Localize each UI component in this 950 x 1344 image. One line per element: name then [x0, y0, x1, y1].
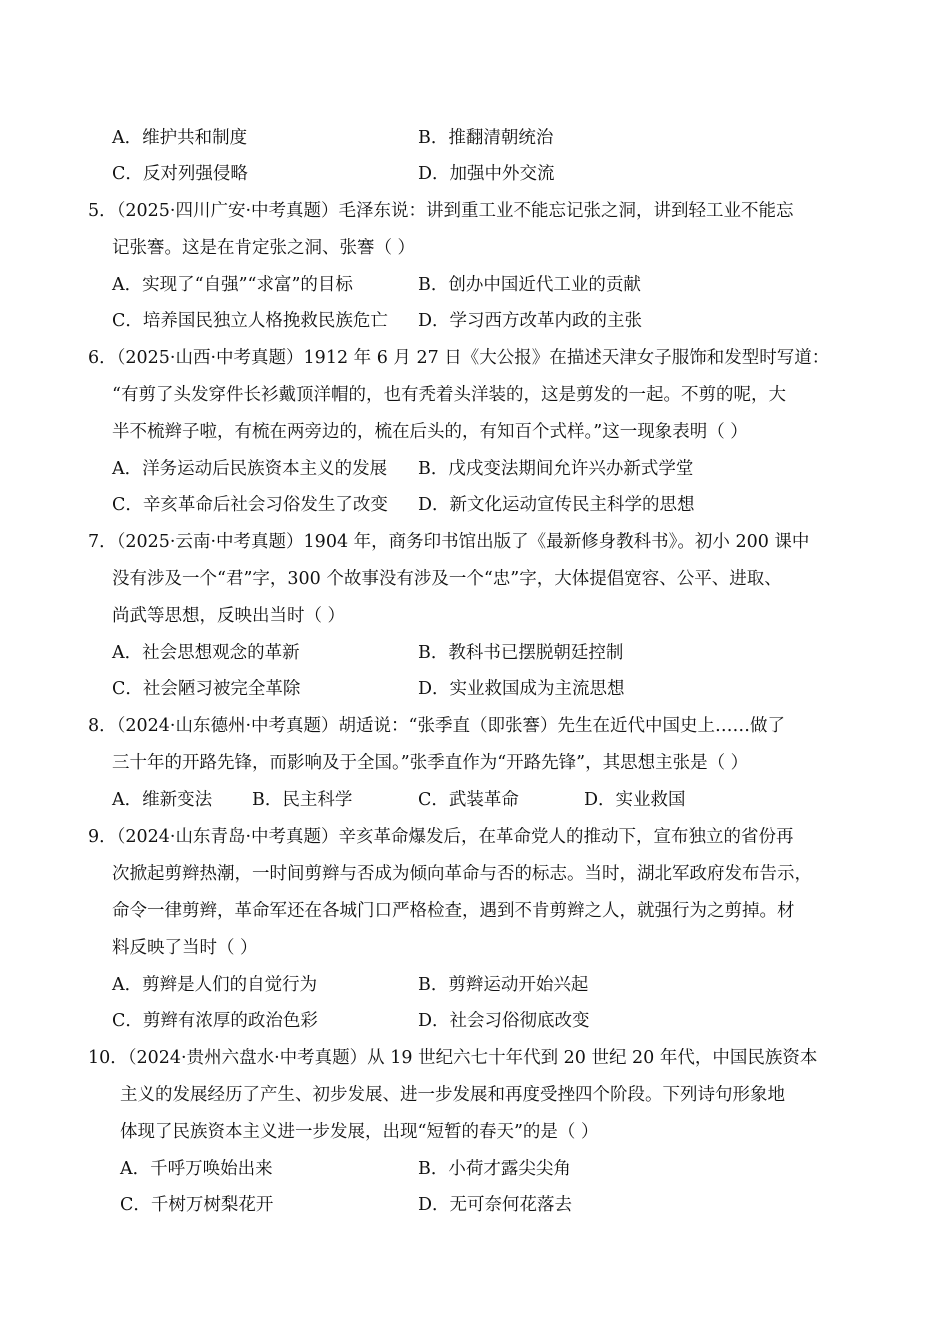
q5-option-a: A．实现了“自强”“求富”的目标 [112, 275, 353, 295]
q8-option-b: B．民主科学 [252, 790, 353, 810]
q6-option-b: B．戊戌变法期间允许兴办新式学堂 [418, 459, 694, 479]
q4-option-d: D．加强中外交流 [418, 164, 555, 184]
q4-option-a: A．维护共和制度 [112, 128, 248, 148]
q9-stem-line-3: 命令一律剪辫，革命军还在各城门口严格检查，遇到不肯剪辫之人，就强行为之剪掉。材 [112, 901, 795, 921]
q6-stem-line-2: “有剪了头发穿件长衫戴顶洋帽的，也有秃着头洋装的，这是剪发的一起。不剪的呢，大 [112, 385, 786, 405]
q5-stem-line-2: 记张謇。这是在肯定张之洞、张謇（ ） [112, 238, 416, 258]
q6-stem-line-3: 半不梳辫子啦，有梳在两旁边的，梳在后头的，有知百个式样。”这一现象表明（ ） [112, 422, 748, 442]
q4-option-c: C．反对列强侵略 [112, 164, 248, 184]
q7-option-c: C．社会陋习被完全革除 [112, 679, 301, 699]
q5-stem-line-1: 5．（2025·四川广安·中考真题）毛泽东说：讲到重工业不能忘记张之洞，讲到轻工业不能忘 [88, 201, 794, 221]
q5-option-d: D．学习西方改革内政的主张 [418, 311, 643, 331]
q10-stem-line-1: 10．（2024·贵州六盘水·中考真题）从 19 世纪六七十年代到 20 世纪 20 年代，中国民族资本 [88, 1048, 818, 1068]
q7-option-d: D．实业救国成为主流思想 [418, 679, 625, 699]
q9-stem-line-4: 料反映了当时（ ） [112, 938, 258, 958]
q9-stem-line-2: 次掀起剪辫热潮，一时间剪辫与否成为倾向革命与否的标志。当时，湖北军政府发布告示， [112, 864, 812, 884]
q10-option-c: C．千树万树梨花开 [120, 1195, 274, 1215]
q9-option-a: A．剪辫是人们的自觉行为 [112, 975, 318, 995]
q8-stem-line-1: 8．（2024·山东德州·中考真题）胡适说：“张季直（即张謇）先生在近代中国史上……做了 [88, 716, 785, 736]
q10-option-a: A．千呼万唤始出来 [120, 1159, 273, 1179]
q6-option-d: D．新文化运动宣传民主科学的思想 [418, 495, 695, 515]
q7-stem-line-1: 7．（2025·云南·中考真题）1904 年，商务印书馆出版了《最新修身教科书》。初小 200 课中 [88, 532, 810, 552]
q10-stem-line-3: 体现了民族资本主义进一步发展，出现“短暂的春天”的是（ ） [120, 1122, 599, 1142]
q9-option-b: B．剪辫运动开始兴起 [418, 975, 589, 995]
q8-option-a: A．维新变法 [112, 790, 213, 810]
q9-stem-line-1: 9．（2024·山东青岛·中考真题）辛亥革命爆发后，在革命党人的推动下，宣布独立的省份再 [88, 827, 794, 847]
q7-option-a: A．社会思想观念的革新 [112, 643, 300, 663]
q6-option-a: A．洋务运动后民族资本主义的发展 [112, 459, 388, 479]
q7-stem-line-2: 没有涉及一个“君”字，300 个故事没有涉及一个“忠”字，大体提倡宽容、公平、进取、 [112, 569, 782, 589]
q8-stem-line-2: 三十年的开路先锋，而影响及于全国。”张季直作为“开路先锋”，其思想主张是（ ） [112, 753, 749, 773]
q6-option-c: C．辛亥革命后社会习俗发生了改变 [112, 495, 388, 515]
q5-option-c: C．培养国民独立人格挽救民族危亡 [112, 311, 388, 331]
q5-option-b: B．创办中国近代工业的贡献 [418, 275, 641, 295]
q9-option-d: D．社会习俗彻底改变 [418, 1011, 590, 1031]
q10-stem-line-2: 主义的发展经历了产生、初步发展、进一步发展和再度受挫四个阶段。下列诗句形象地 [120, 1085, 785, 1105]
q7-stem-line-3: 尚武等思想，反映出当时（ ） [112, 606, 346, 626]
q6-stem-line-1: 6．（2025·山西·中考真题）1912 年 6 月 27 日《大公报》在描述天津女子服饰和发型时写道： [88, 348, 830, 368]
q7-option-b: B．教科书已摆脱朝廷控制 [418, 643, 624, 663]
q10-option-d: D．无可奈何花落去 [418, 1195, 573, 1215]
q8-option-c: C．武装革命 [418, 790, 519, 810]
q9-option-c: C．剪辫有浓厚的政治色彩 [112, 1011, 318, 1031]
q10-option-b: B．小荷才露尖尖角 [418, 1159, 571, 1179]
q8-option-d: D．实业救国 [584, 790, 686, 810]
q4-option-b: B．推翻清朝统治 [418, 128, 554, 148]
